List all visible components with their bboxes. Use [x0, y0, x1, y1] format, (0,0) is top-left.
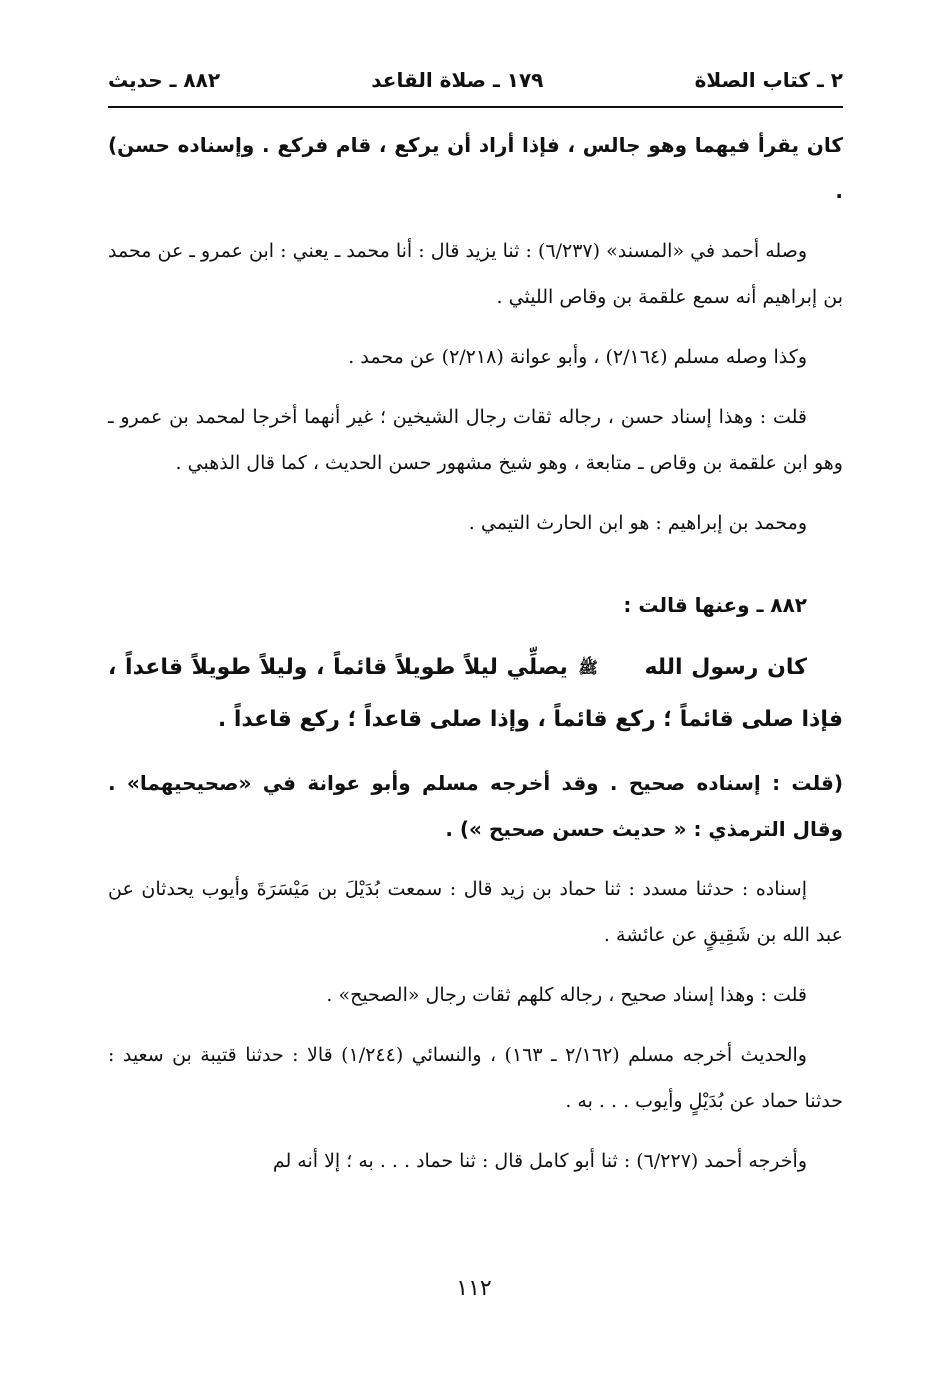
header-divider	[108, 106, 843, 108]
paragraph-ahmad: وأخرجه أحمد (٦/٢٢٧) : ثنا أبو كامل قال : ثنا حماد . . . به ؛ إلا أنه لم	[272, 1150, 807, 1172]
paragraph-narrator-note: ومحمد بن إبراهيم : هو ابن الحارث التيمي .	[468, 512, 807, 534]
paragraph-isnad: إسناده : حدثنا مسدد : ثنا حماد بن زيد قال : سمعت بُدَيْلَ بن مَيْسَرَةَ وأيوب يحدثان عن عبد الله بن شَقِيقٍ عن عائشة .	[108, 878, 843, 946]
paragraph-grading: (قلت : إسناده صحيح . وقد أخرجه مسلم وأبو عوانة في «صحيحيهما» . وقال الترمذي : « حديث حسن صحيح ») .	[108, 771, 843, 841]
page-number: ١١٢	[456, 1276, 492, 1301]
running-header	[108, 62, 843, 98]
hadith-text	[108, 642, 843, 746]
paragraph-continuation: كان يقرأ فيهما وهو جالس ، فإذا أراد أن يركع ، قام فركع . وإسناده حسن) .	[108, 133, 843, 203]
paragraph-takhrij: والحديث أخرجه مسلم (٢/١٦٢ ـ ١٦٣) ، والنسائي (١/٢٤٤) قالا : حدثنا قتيبة بن سعيد : حدثنا حماد عن بُدَيْلٍ وأيوب . . . به .	[108, 1044, 843, 1112]
paragraph-muslim: وكذا وصله مسلم (٢/١٦٤) ، وأبو عوانة (٢/٢١٨) عن محمد .	[348, 346, 807, 368]
hadith-text-start: كان رسول الله	[644, 655, 807, 680]
section-gap	[108, 560, 843, 582]
hadith-text-rest: يصلِّي ليلاً طويلاً قائماً ، وليلاً طويلاً قاعداً ، فإذا صلى قائماً ؛ ركع قائماً ، وإذا صلى قاعداً ؛ ركع قاعداً .	[108, 655, 843, 732]
paragraph-isnad-note: قلت : وهذا إسناد حسن ، رجاله ثقات رجال الشيخين ؛ غير أنهما أخرجا لمحمد بن عمرو ـ وهو ابن علقمة بن وقاص ـ متابعة ، وهو شيخ مشهور حسن الحديث ، كما قال الذهبي .	[108, 406, 843, 474]
header-book-section: ٢ ـ كتاب الصلاة	[694, 68, 843, 92]
header-hadith-number: ٨٨٢ ـ حديث	[108, 68, 221, 92]
hadith-heading: ٨٨٢ ـ وعنها قالت :	[623, 593, 807, 617]
page-body	[108, 122, 843, 1198]
salutation-ligature-icon: ﷺ	[578, 658, 598, 677]
paragraph-musnad: وصله أحمد في «المسند» (٦/٢٣٧) : ثنا يزيد قال : أنا محمد ـ يعني : ابن عمرو ـ عن محمد بن إبراهيم أنه سمع علقمة بن وقاص الليثي .	[108, 240, 843, 308]
paragraph-authentication: قلت : وهذا إسناد صحيح ، رجاله كلهم ثقات رجال «الصحيح» .	[326, 984, 807, 1006]
header-chapter: ١٧٩ ـ صلاة القاعد	[371, 68, 544, 92]
